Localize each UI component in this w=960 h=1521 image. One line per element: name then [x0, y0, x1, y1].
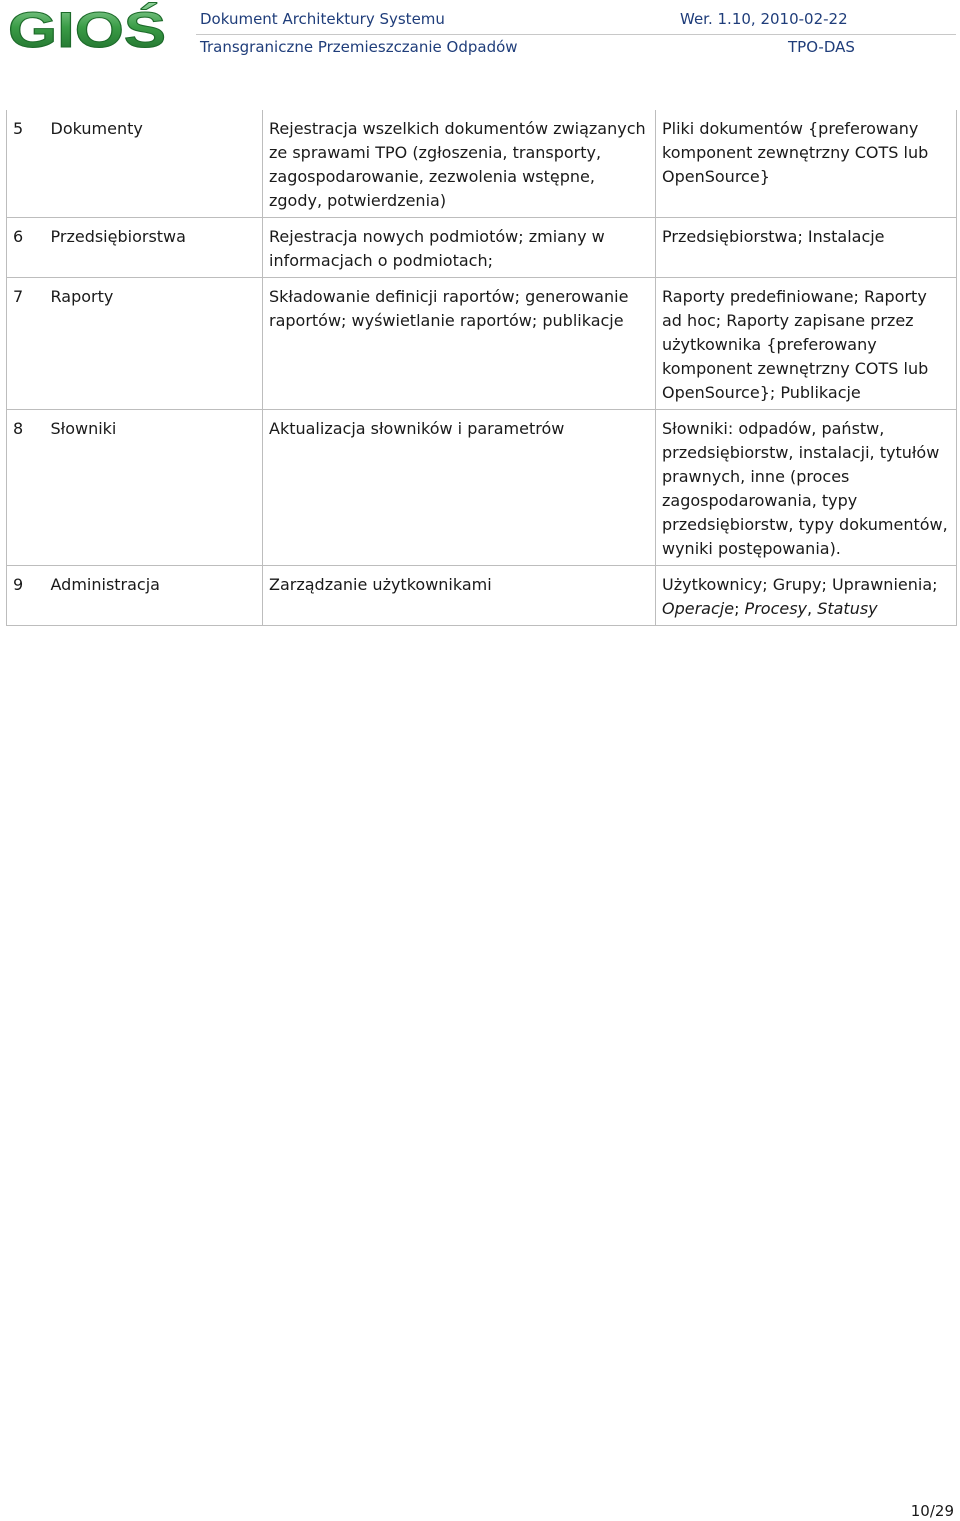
objects-statuses: Statusy — [817, 599, 878, 618]
component-objects: Pliki dokumentów {preferowany komponent zewnętrzny COTS lub OpenSource} — [656, 110, 957, 218]
svg-text:GIOŚ: GIOŚ — [8, 2, 166, 52]
component-objects: Przedsiębiorstwa; Instalacje — [656, 218, 957, 278]
objects-operations: Operacje — [662, 599, 735, 618]
objects-plain: Użytkownicy; Grupy; Uprawnienia; — [662, 575, 938, 594]
doc-version: Wer. 1.10, 2010-02-22 — [680, 10, 848, 28]
row-number: 6 — [7, 218, 49, 278]
component-objects — [656, 566, 957, 626]
objects-separator: , — [807, 599, 818, 618]
table-row — [7, 278, 957, 410]
row-number: 8 — [7, 410, 49, 566]
component-description: Rejestracja wszelkich dokumentów związanych ze sprawami TPO (zgłoszenia, transporty, zagospodarowanie, zezwolenia wstępne, zgody, potwierdzenia) — [263, 110, 656, 218]
table-row — [7, 566, 957, 626]
component-name: Dokumenty — [49, 110, 263, 218]
project-name: Transgraniczne Przemieszczanie Odpadów — [200, 38, 518, 56]
objects-separator: ; — [734, 599, 745, 618]
component-description: Rejestracja nowych podmiotów; zmiany w informacjach o podmiotach; — [263, 218, 656, 278]
component-objects: Raporty predefiniowane; Raporty ad hoc; Raporty zapisane przez użytkownika {preferowany komponent zewnętrzny COTS lub OpenSource}; Publikacje — [656, 278, 957, 410]
table-row — [7, 110, 957, 218]
components-table — [6, 110, 957, 626]
doc-code: TPO-DAS — [788, 38, 855, 56]
table-row — [7, 218, 957, 278]
page-number: 10/29 — [910, 1502, 954, 1520]
doc-title: Dokument Architektury Systemu — [200, 10, 445, 28]
component-description: Aktualizacja słowników i parametrów — [263, 410, 656, 566]
component-objects: Słowniki: odpadów, państw, przedsiębiorstw, instalacji, tytułów prawnych, inne (proces zagospodarowania, typy przedsiębiorstw, typy dokumentów, wyniki postępowania). — [656, 410, 957, 566]
component-name: Administracja — [49, 566, 263, 626]
component-name: Raporty — [49, 278, 263, 410]
table-row — [7, 410, 957, 566]
component-name: Słowniki — [49, 410, 263, 566]
header-divider — [196, 34, 956, 35]
objects-processes: Procesy — [744, 599, 808, 618]
component-name: Przedsiębiorstwa — [49, 218, 263, 278]
component-description: Zarządzanie użytkownikami — [263, 566, 656, 626]
row-number: 7 — [7, 278, 49, 410]
component-description: Składowanie definicji raportów; generowanie raportów; wyświetlanie raportów; publikacje — [263, 278, 656, 410]
page-header — [0, 0, 960, 60]
row-number: 5 — [7, 110, 49, 218]
gios-logo — [6, 2, 170, 52]
row-number: 9 — [7, 566, 49, 626]
